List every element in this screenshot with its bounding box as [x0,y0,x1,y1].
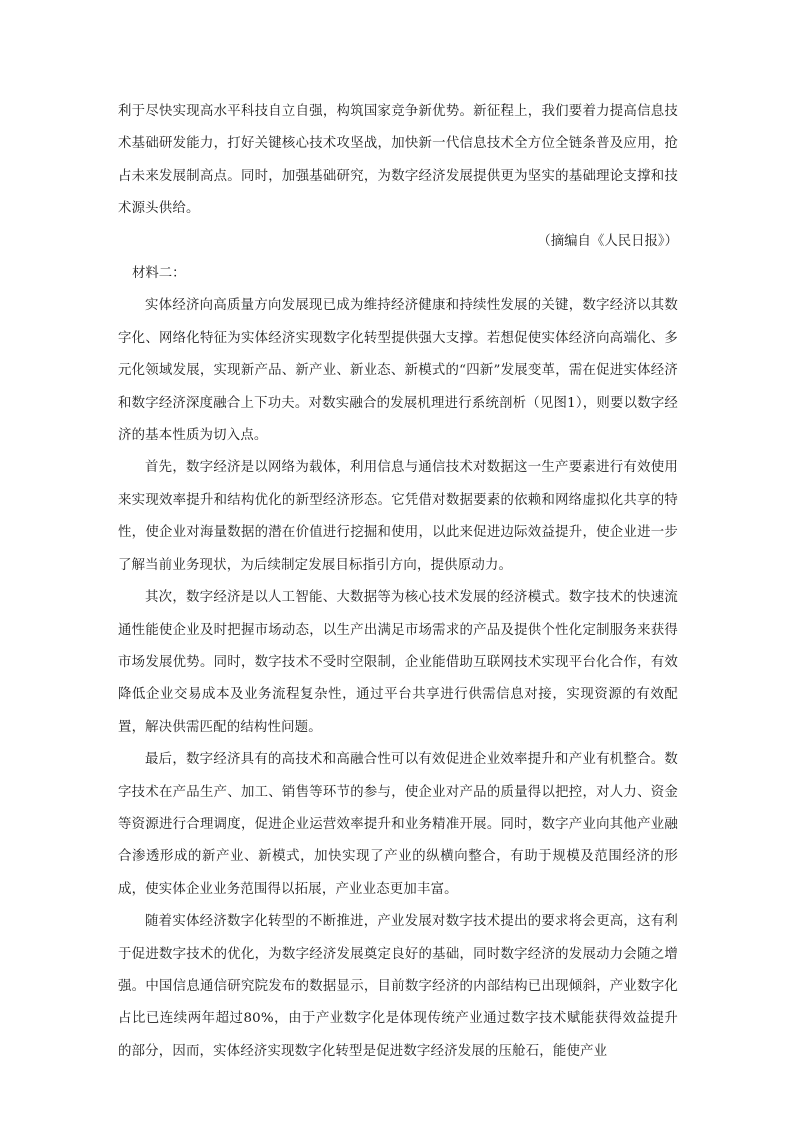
body-paragraph-3: 其次，数字经济是以人工智能、大数据等为核心技术发展的经济模式。数字技术的快速流通性能使企业及时把握市场动态，以生产出满足市场需求的产品及提供个性化定制服务来获得市场发展优势。同时，数字技术不受时空限制，企业能借助互联网技术实现平台化合作，有效降低企业交易成本及业务流程复杂性，通过平台共享进行供需信息对接，实现资源的有效配置，解决供需匹配的结构性问题。 [118,590,678,735]
intro-paragraph: 利于尽快实现高水平科技自立自强，构筑国家竞争新优势。新征程上，我们要着力提高信息技术基础研发能力，打好关键核心技术攻坚战，加快新一代信息技术全方位全链条普及应用，抢占未来发展制高点。同时，加强基础研究，为数字经济发展提供更为坚实的基础理论支撑和技术源头供给。 [118,104,678,217]
body-paragraph-5: 随着实体经济数字化转型的不断推进，产业发展对数字技术提出的要求将会更高，这有利于促进数字技术的优化，为数字经济发展奠定良好的基础，同时数字经济的发展动力会随之增强。中国信息通信研究院发布的数据显示，目前数字经济的内部结构已出现倾斜，产业数字化占比已连续两年超过80%，由于产业数字化是体现传统产业通过数字技术赋能获得效益提升的部分，因而，实体经济实现数字化转型是促进数字经济发展的压舱石，能使产业 [118,914,678,1059]
body-paragraph-4: 最后，数字经济具有的高技术和高融合性可以有效促进企业效率提升和产业有机整合。数字技术在产品生产、加工、销售等环节的参与，使企业对产品的质量得以把控，对人力、资金等资源进行合理调度，促进企业运营效率提升和业务精准开展。同时，数字产业向其他产业融合渗透形成的新产业、新模式，加快实现了产业的纵横向整合，有助于规模及范围经济的形成，使实体企业业务范围得以拓展，产业业态更加丰富。 [118,752,678,897]
body-paragraph-2: 首先，数字经济是以网络为载体，利用信息与通信技术对数据这一生产要素进行有效使用来实现效率提升和结构优化的新型经济形态。它凭借对数据要素的依赖和网络虚拟化共享的特性，使企业对海量数据的潜在价值进行挖掘和使用，以此来促进边际效益提升，使企业进一步了解当前业务现状，为后续制定发展目标指引方向，提供原动力。 [118,460,678,573]
source-citation: （摘编自《人民日报》） [537,233,678,249]
section-heading: 材料二： [132,266,186,282]
body-paragraph-1: 实体经济向高质量方向发展现已成为维持经济健康和持续性发展的关键，数字经济以其数字化、网络化特征为实体经济实现数字化转型提供强大支撑。若想促使实体经济向高端化、多元化领域发展，实现新产品、新产业、新业态、新模式的“四新”发展变革，需在促进实体经济和数字经济深度融合上下功夫。对数实融合的发展机理进行系统剖析（见图1），则要以数字经济的基本性质为切入点。 [118,298,678,444]
document-content [118,96,678,1068]
